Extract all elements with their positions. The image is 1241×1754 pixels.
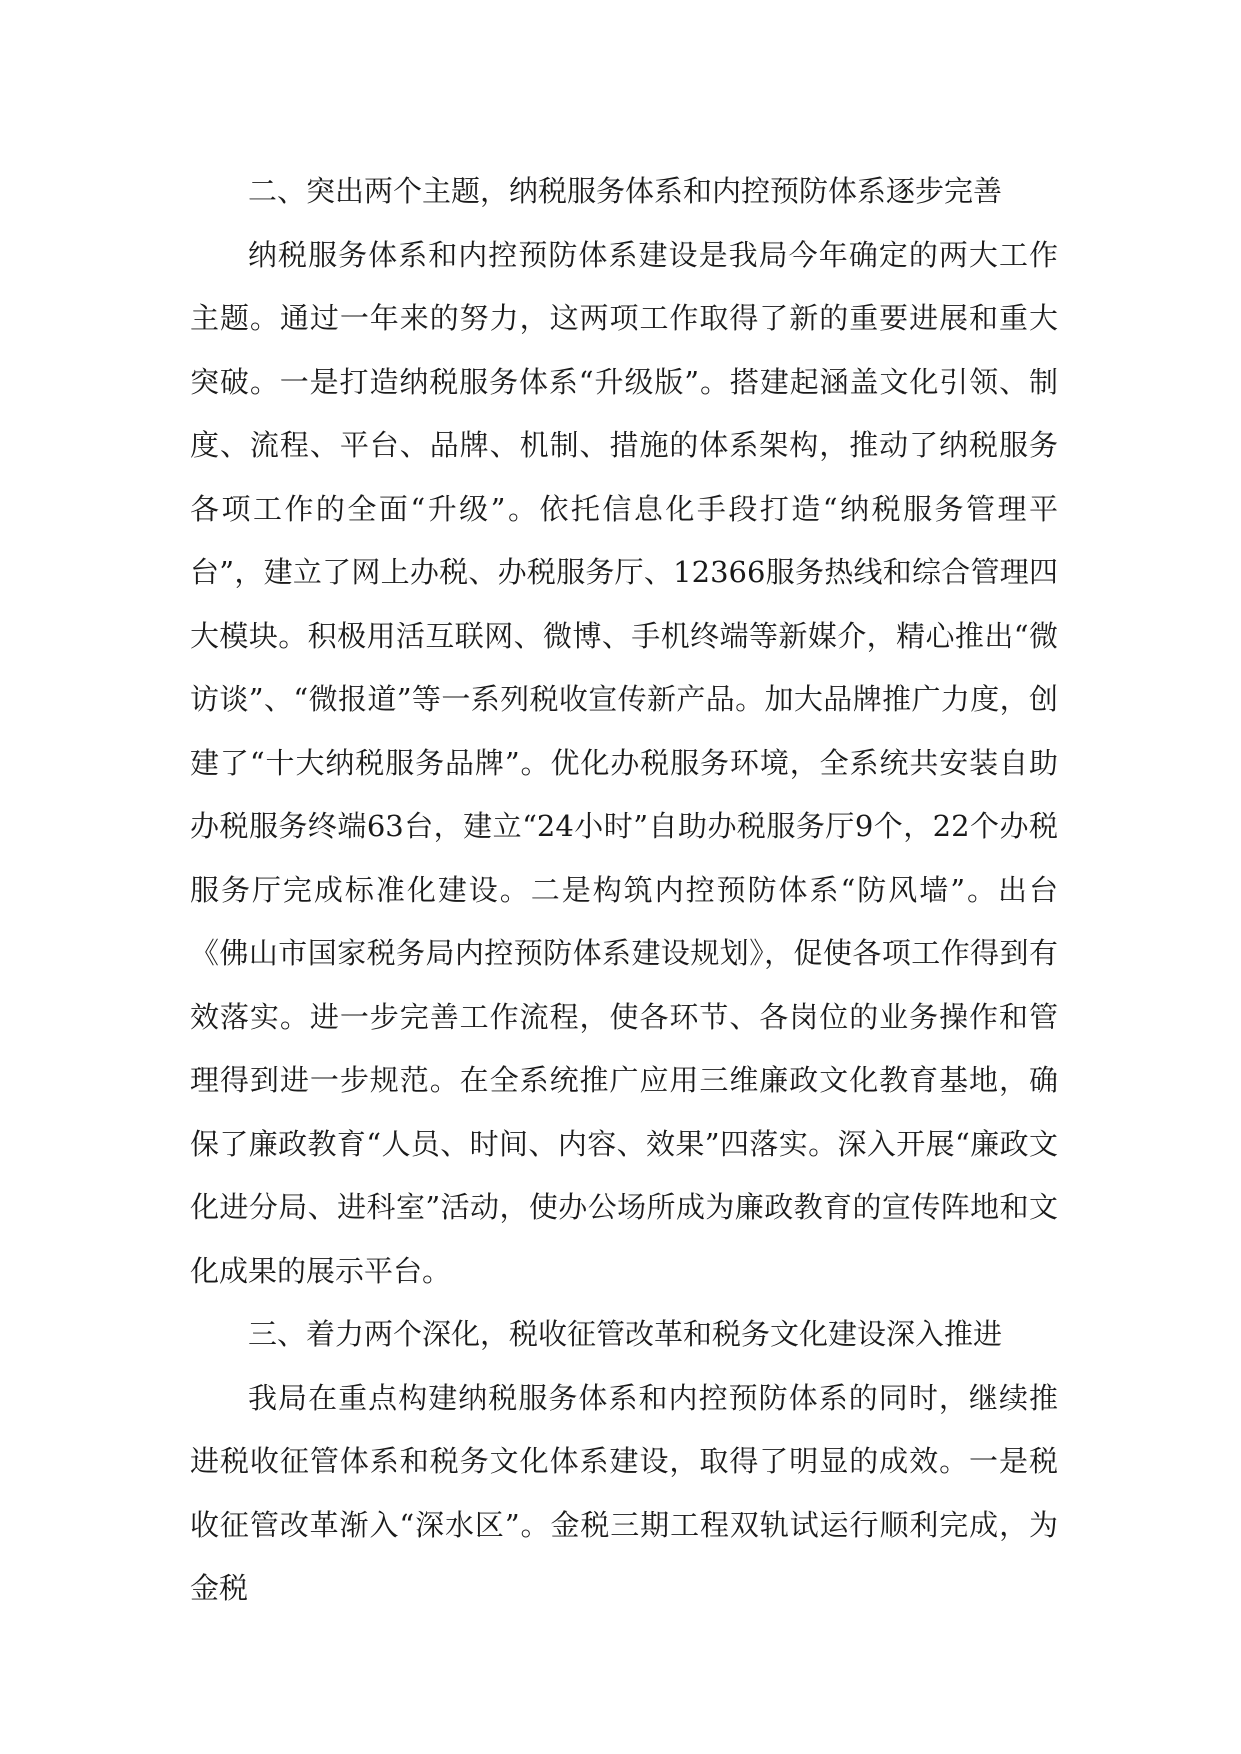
document-body [190, 160, 1058, 1621]
section-heading-3: 三、着力两个深化，税收征管改革和税务文化建设深入推进 [248, 1317, 1003, 1351]
section-paragraph-2: 纳税服务体系和内控预防体系建设是我局今年确定的两大工作主题。通过一年来的努力，这两项工作取得了新的重要进展和重大突破。一是打造纳税服务体系“升级版”。搭建起涵盖文化引领、制度、流程、平台、品牌、机制、措施的体系架构，推动了纳税服务各项工作的全面“升级”。依托信息化手段打造“纳税服务管理平台”，建立了网上办税、办税服务厅、12366服务热线和综合管理四大模块。积极用活互联网、微博、手机终端等新媒介，精心推出“微访谈”、“微报道”等一系列税收宣传新产品。加大品牌推广力度，创建了“十大纳税服务品牌”。优化办税服务环境，全系统共安装自助办税服务终端63台，建立“24小时”自助办税服务厅9个，22个办税服务厅完成标准化建设。二是构筑内控预防体系“防风墙”。出台《佛山市国家税务局内控预防体系建设规划》，促使各项工作得到有效落实。进一步完善工作流程，使各环节、各岗位的业务操作和管理得到进一步规范。在全系统推广应用三维廉政文化教育基地，确保了廉政教育“人员、时间、内容、效果”四落实。深入开展“廉政文化进分局、进科室”活动，使办公场所成为廉政教育的宣传阵地和文化成果的展示平台。 [190, 237, 1058, 1288]
section-paragraph-3: 我局在重点构建纳税服务体系和内控预防体系的同时，继续推进税收征管体系和税务文化体系建设，取得了明显的成效。一是税收征管改革渐入“深水区”。金税三期工程双轨试运行顺利完成，为金税 [190, 1380, 1058, 1605]
section-heading-2: 二、突出两个主题，纳税服务体系和内控预防体系逐步完善 [248, 174, 1003, 208]
